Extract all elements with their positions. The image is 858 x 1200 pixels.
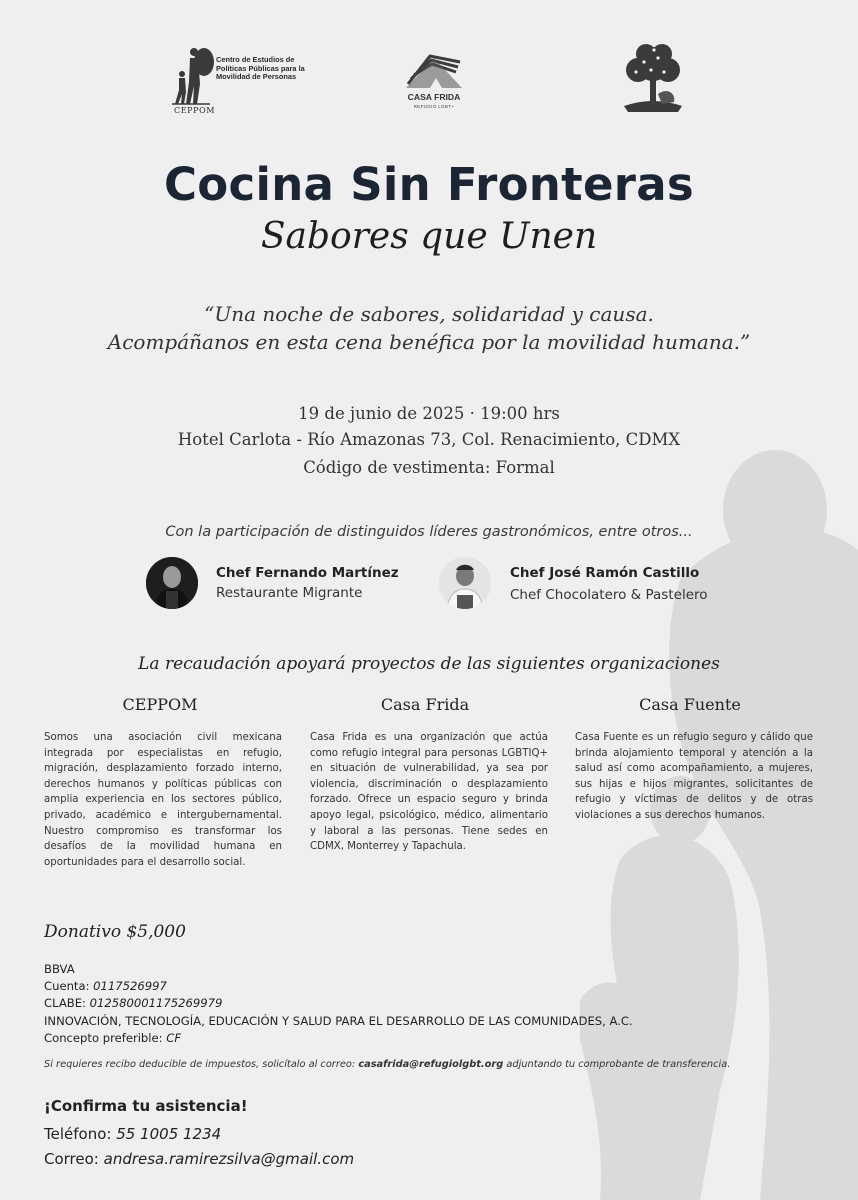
organizations-heading: La recaudación apoyará proyectos de las siguientes organizaciones bbox=[138, 654, 720, 674]
ceppom-logo-text: Centro de Estudios de Políticas Públicas para la Movilidad de Personas bbox=[216, 55, 305, 82]
rsvp-title: ¡Confirma tu asistencia! bbox=[44, 1097, 248, 1115]
ceppom-logo bbox=[170, 44, 305, 118]
bank-beneficiary: INNOVACIÓN, TECNOLOGÍA, EDUCACIÓN Y SALUD PARA EL DESARROLLO DE LAS COMUNIDADES, A.C. bbox=[44, 1014, 633, 1028]
chef-1-role: Restaurante Migrante bbox=[216, 585, 363, 601]
event-quote bbox=[0, 300, 858, 356]
event-dress-code: Código de vestimenta: Formal bbox=[303, 458, 555, 477]
rsvp-phone-label: Teléfono: bbox=[44, 1125, 117, 1143]
ceppom-logo-name: CEPPOM bbox=[174, 106, 216, 115]
chef-2-avatar bbox=[439, 557, 491, 609]
rsvp-email-label: Correo: bbox=[44, 1150, 104, 1168]
rsvp-email bbox=[44, 1150, 354, 1168]
casa-frida-logo-subtitle: REFUGIO LGBT+ bbox=[413, 104, 455, 109]
casa-frida-house-icon bbox=[402, 48, 466, 92]
quote-line-2: Acompáñanos en esta cena benéfica por la movilidad humana.” bbox=[107, 330, 751, 354]
tree-icon bbox=[618, 42, 688, 114]
org-ceppom-title: CEPPOM bbox=[122, 695, 198, 714]
chef-2-role: Chef Chocolatero & Pastelero bbox=[510, 587, 708, 603]
bank-clabe-number: 012580001175269979 bbox=[89, 996, 223, 1010]
chefs-intro: Con la participación de distinguidos líderes gastronómicos, entre otros... bbox=[165, 524, 693, 540]
casa-frida-logo bbox=[402, 48, 466, 116]
quote-line-1: “Una noche de sabores, solidaridad y causa. bbox=[204, 302, 654, 326]
bank-name: BBVA bbox=[44, 962, 75, 976]
bank-account-label: Cuenta: bbox=[44, 979, 94, 993]
bank-clabe-label: CLABE: bbox=[44, 996, 90, 1010]
org-ceppom-description: Somos una asociación civil mexicana integrada por especialistas en refugio, migración, desplazamiento forzado interno, derechos humanos y políticas públicas con amplia experiencia en los sectores público, privado, académico e intergubernamental. Nuestro compromiso es transformar los desafíos de la movilidad humana en oportunidades para el desarrollo social. bbox=[44, 732, 282, 868]
rsvp-phone-number[interactable]: 55 1005 1234 bbox=[116, 1125, 222, 1143]
bank-account bbox=[44, 979, 167, 993]
bank-concept bbox=[44, 1031, 181, 1045]
rsvp-phone bbox=[44, 1125, 221, 1143]
chef-2-portrait-icon bbox=[439, 557, 491, 609]
donation-amount: Donativo $5,000 bbox=[44, 922, 186, 942]
bank-concept-value: CF bbox=[166, 1031, 182, 1045]
ceppom-figures-icon bbox=[170, 44, 216, 106]
org-casa-fuente-title: Casa Fuente bbox=[639, 695, 741, 714]
bank-clabe bbox=[44, 996, 222, 1010]
org-casa-frida-description: Casa Frida es una organización que actúa como refugio integral para personas LGBTIQ+ en situación de vulnerabilidad, ya sea por violencia, discriminación o desplazamiento forzado. Ofrece un espacio seguro y brinda apoyo legal, psicológico, médico, alimentario y laboral a las personas. Tiene sedes en CDMX, Monterrey y Tapachula. bbox=[310, 732, 548, 853]
receipt-note-suffix: adjuntando tu comprobante de transferencia. bbox=[503, 1059, 731, 1070]
event-subtitle: Sabores que Unen bbox=[260, 216, 598, 257]
chef-2-name: Chef José Ramón Castillo bbox=[510, 565, 700, 581]
event-title: Cocina Sin Fronteras bbox=[163, 158, 695, 211]
receipt-note-prefix: Si requieres recibo deducible de impuestos, solicítalo al correo: bbox=[44, 1059, 359, 1070]
org-casa-frida-title: Casa Frida bbox=[380, 695, 470, 714]
chef-1-portrait-icon bbox=[146, 557, 198, 609]
bank-concept-label: Concepto preferible: bbox=[44, 1031, 167, 1045]
chef-1-avatar bbox=[146, 557, 198, 609]
chef-1-name: Chef Fernando Martínez bbox=[216, 565, 399, 581]
rsvp-email-address[interactable]: andresa.ramirezsilva@gmail.com bbox=[103, 1150, 355, 1168]
receipt-email-link[interactable]: casafrida@refugiolgbt.org bbox=[358, 1059, 504, 1070]
receipt-note bbox=[44, 1059, 730, 1070]
event-date-time: 19 de junio de 2025 · 19:00 hrs bbox=[298, 404, 560, 423]
casa-frida-logo-name: CASA FRIDA bbox=[407, 92, 461, 102]
tree-logo bbox=[618, 42, 688, 114]
bank-account-number: 0117526997 bbox=[93, 979, 167, 993]
org-casa-fuente-description: Casa Fuente es un refugio seguro y cálido que brinda alojamiento temporal y atención a la salud así como acompañamiento, a mujeres, sus hijas e hijos migrantes, solicitantes de refugio y víctimas de delitos y de otras violaciones a sus derechos humanos. bbox=[575, 732, 813, 821]
event-venue: Hotel Carlota - Río Amazonas 73, Col. Renacimiento, CDMX bbox=[177, 430, 681, 449]
